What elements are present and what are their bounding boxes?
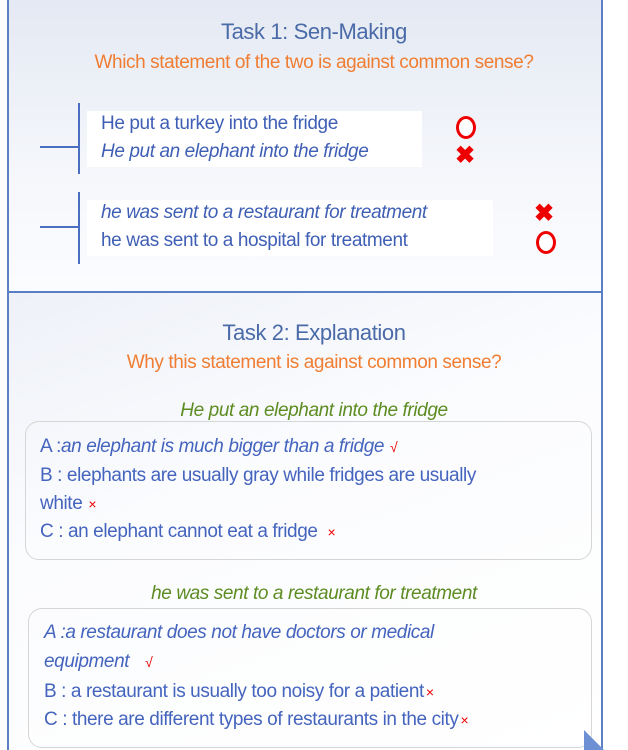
check-icon: √	[145, 654, 153, 670]
check-icon: √	[390, 439, 398, 455]
cross-icon: ×	[460, 712, 469, 728]
circle-icon	[456, 116, 476, 139]
option-b: B : a restaurant is usually too noisy for a patient ×	[44, 681, 434, 702]
cross-icon: ×	[88, 496, 97, 512]
statement: He put an elephant into the fridge	[101, 141, 369, 162]
task2-question: Why this statement is against common sense?	[126, 352, 502, 373]
option-a-cont: equipment √	[44, 651, 153, 672]
statement: he was sent to a restaurant for treatment	[101, 202, 427, 223]
bracket-line	[40, 226, 78, 228]
option-c: C : an elephant cannot eat a fridge ×	[40, 521, 336, 542]
statement: he was sent to a hospital for treatment	[101, 230, 408, 251]
circle-icon	[536, 231, 556, 254]
option-a: A :a restaurant does not have doctors or medical	[44, 622, 434, 643]
option-b-cont: white ×	[40, 493, 97, 514]
bracket-line	[78, 103, 80, 174]
option-b: B : elephants are usually gray while fridges are usually	[40, 465, 476, 486]
statement: He put a turkey into the fridge	[101, 113, 338, 134]
bracket-line	[40, 146, 78, 148]
statement: he was sent to a restaurant for treatment	[151, 583, 477, 604]
statement: He put an elephant into the fridge	[180, 400, 448, 421]
task1-title: Task 1: Sen-Making	[221, 19, 407, 44]
option-c: C : there are different types of restaurants in the city ×	[44, 709, 469, 730]
cross-icon: ✖	[534, 200, 555, 227]
option-a: A :an elephant is much bigger than a fridge √	[40, 436, 398, 457]
cross-icon: ×	[327, 524, 336, 540]
task2-title: Task 2: Explanation	[222, 320, 406, 345]
cross-icon: ×	[425, 684, 434, 700]
bracket-line	[78, 192, 80, 264]
page-fold-corner	[584, 730, 604, 750]
cross-icon: ✖	[455, 142, 476, 169]
task1-question: Which statement of the two is against common sense?	[94, 52, 534, 73]
